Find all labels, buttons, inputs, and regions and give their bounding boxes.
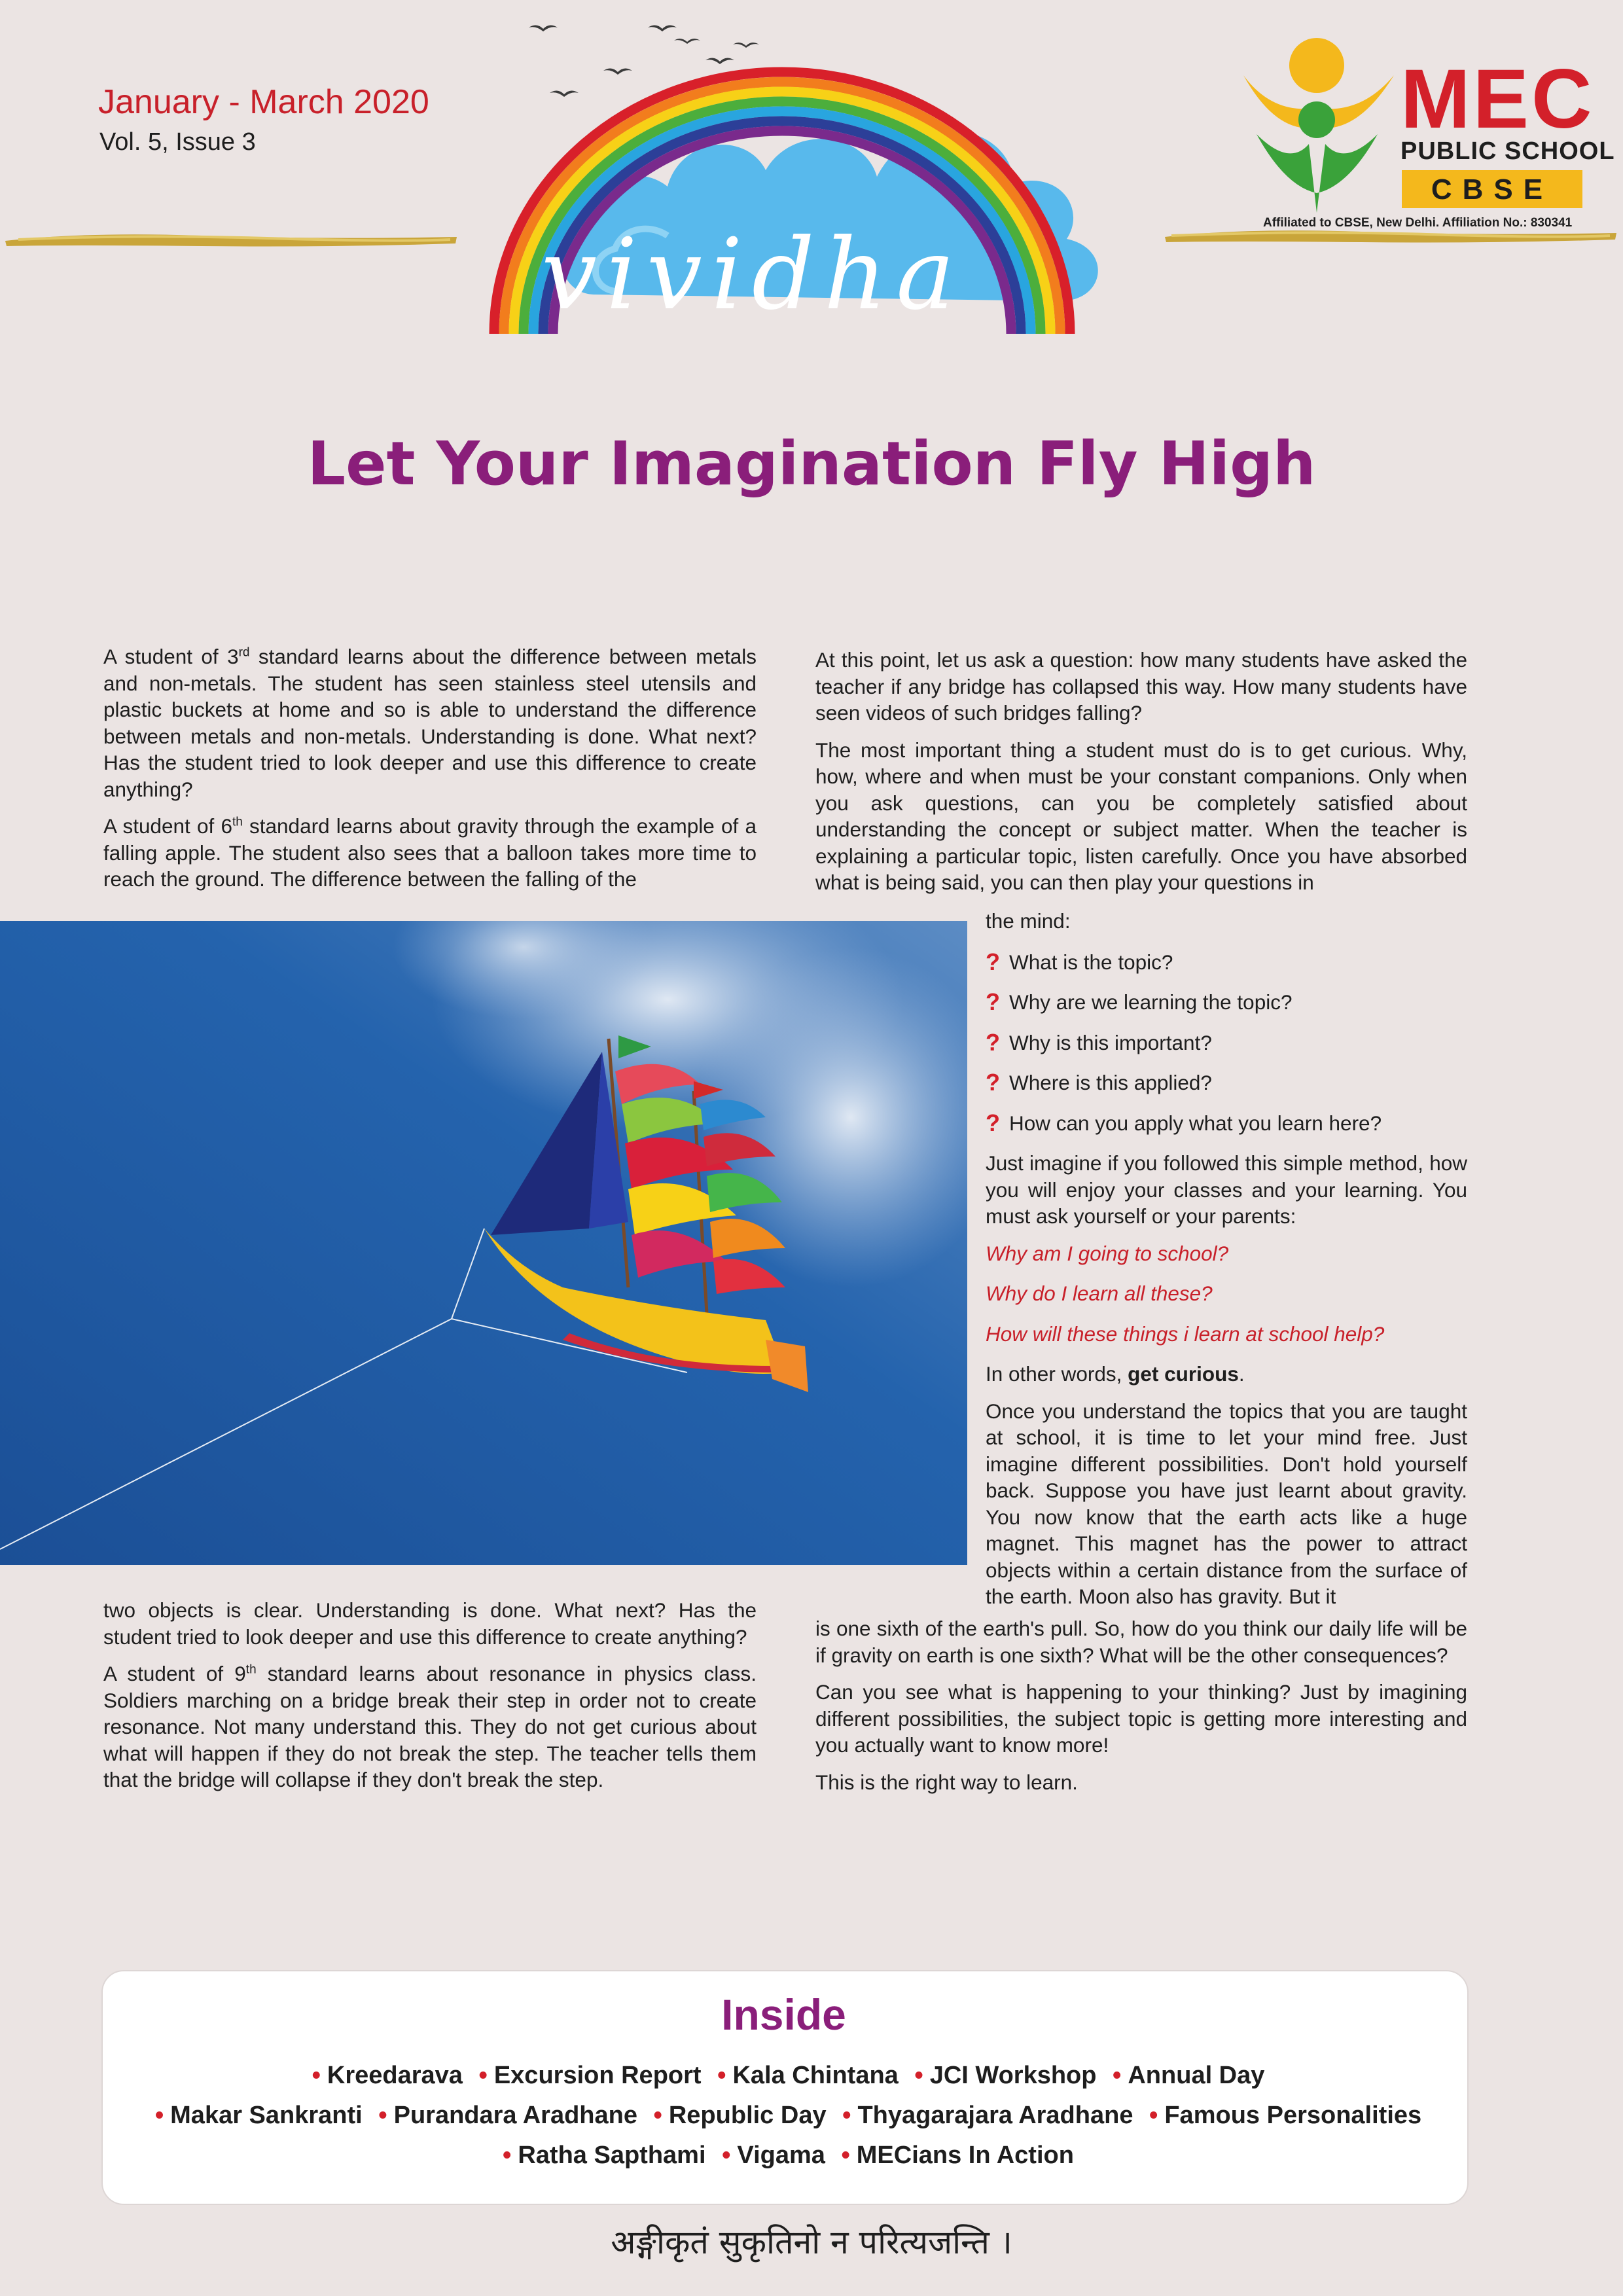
reflection-question: Why am I going to school? <box>986 1241 1229 1265</box>
article-right-column-middle <box>986 908 1467 1610</box>
paragraph-in-other-words: In other words, get curious. <box>986 1362 1245 1386</box>
question-mark-icon: ? <box>986 1069 1000 1096</box>
paragraph-right-way: This is the right way to learn. <box>815 1770 1078 1794</box>
contents-item[interactable]: Thyagarajara Aradhane <box>857 2102 1133 2129</box>
paragraph-grade3: A student of 3rd standard learns about the difference between metals and non-metals. The student has seen stainless steel utensils and plastic buckets at home and so is able to understand the difference between metals and non-metals. Understanding is done. What next? Has the student tried to look deeper and use this difference to create anything? <box>103 645 757 801</box>
contents-item[interactable]: Famous Personalities <box>1164 2102 1422 2129</box>
article-left-column-bottom <box>103 1597 757 1804</box>
question-mark-icon: ? <box>986 1028 1000 1056</box>
inside-title: Inside <box>721 1990 846 2039</box>
contents-item[interactable]: Makar Sankranti <box>170 2102 363 2129</box>
paragraph-imagine: Once you understand the topics that you are taught at school, it is time to let your mind free. Just imagine different possibilities. Don't hold yourself back. Suppose you have just learnt about gravity. You now know that the earth acts like a huge magnet. This magnet has the power to attract objects within a certain distance from the surface of the earth. Moon also has gravity. But it <box>986 1399 1467 1608</box>
paragraph-thinking: Can you see what is happening to your thinking? Just by imagining different possibilities, the subject topic is getting more interesting and you actually want to know more! <box>815 1680 1467 1757</box>
article-left-column-top <box>103 643 757 903</box>
article-right-column-top <box>815 647 1467 906</box>
issue-date: January - March 2020 <box>98 83 429 121</box>
list-item: ? Why are we learning the topic? <box>986 988 1293 1015</box>
reflection-question: Why do I learn all these? <box>986 1282 1213 1305</box>
paragraph-grade9: A student of 9th standard learns about resonance in physics class. Soldiers marching on a bridge break their step in order not to create resonance. Not many understand this. They do not get curious about what will happen if they do not break the step. The teacher tells them that the bridge will collapse if they don't break the step. <box>103 1662 757 1791</box>
question-list <box>986 949 1467 1137</box>
inside-row: • Kreedarava • Excursion Report • Kala Chintana • JCI Workshop • Annual Day <box>312 2062 1265 2089</box>
paragraph-imagine-continued: is one sixth of the earth's pull. So, how do you think our daily life will be if gravity on earth is one sixth? What will be the other consequences? <box>815 1617 1467 1667</box>
logo-subtitle: PUBLIC SCHOOL <box>1400 137 1615 165</box>
inside-row: • Ratha Sapthami • Vigama • MECians In Action <box>503 2142 1074 2169</box>
paragraph-simple-method: Just imagine if you followed this simple method, how you will enjoy your classes and your learning. You must ask yourself or your parents: <box>986 1151 1467 1228</box>
contents-item[interactable]: Kala Chintana <box>732 2062 899 2089</box>
logo-affiliation: Affiliated to CBSE, New Delhi. Affiliation No.: 830341 <box>1263 216 1573 230</box>
school-logo-icon <box>1230 36 1400 213</box>
list-item: ? Where is this applied? <box>986 1069 1212 1096</box>
gold-brush-stroke-left <box>5 228 457 251</box>
contents-item[interactable]: Republic Day <box>668 2102 827 2129</box>
question-mark-icon: ? <box>986 988 1000 1015</box>
paragraph-grade6: A student of 6th standard learns about gravity through the example of a falling apple. The student also sees that a balloon takes more time to reach the ground. The difference between the falling of the <box>103 814 757 891</box>
paragraph-get-curious: The most important thing a student must do is to get curious. Why, how, where and when must be your constant companions. Only when you ask questions, can you be completely satisfied about understanding the concept or subject matter. When the teacher is explaining a particular topic, listen carefully. Once you have absorbed what is being said, you can then play your questions in <box>815 738 1467 894</box>
inside-row: • Makar Sankranti • Purandara Aradhane • Republic Day • Thyagarajara Aradhane • Famous Personalities <box>154 2102 1422 2129</box>
issue-volume: Vol. 5, Issue 3 <box>99 128 256 156</box>
paragraph-grade6-continued: two objects is clear. Understanding is done. What next? Has the student tried to look deeper and use this difference to create anything? <box>103 1598 757 1649</box>
paragraph-get-curious-end: the mind: <box>986 909 1071 933</box>
paragraph-bridge-question: At this point, let us ask a question: how many students have asked the teacher if any bridge has collapsed this way. How many students have seen videos of such bridges falling? <box>815 648 1467 725</box>
contents-item[interactable]: Excursion Report <box>493 2062 702 2089</box>
kite-ship-photo <box>0 921 967 1565</box>
question-mark-icon: ? <box>986 948 1000 975</box>
logo-name: MEC <box>1400 52 1595 146</box>
reflection-question: How will these things i learn at school help? <box>986 1321 1385 1346</box>
contents-item[interactable]: Annual Day <box>1128 2062 1265 2089</box>
masthead-title: vividha <box>541 218 964 332</box>
article-headline: Let Your Imagination Fly High <box>307 429 1316 499</box>
list-item: ? How can you apply what you learn here? <box>986 1109 1382 1136</box>
list-item: ? Why is this important? <box>986 1028 1212 1056</box>
contents-item[interactable]: Purandara Aradhane <box>393 2102 637 2129</box>
contents-item[interactable]: Vigama <box>737 2142 825 2169</box>
sanskrit-motto: अङ्गीकृतं सुकृतिनो न परित्यजन्ति । <box>611 2223 1012 2261</box>
contents-item[interactable]: JCI Workshop <box>929 2062 1097 2089</box>
article-right-column-bottom <box>815 1615 1467 1806</box>
list-item: ? What is the topic? <box>986 948 1173 975</box>
logo-board: CBSE <box>1431 173 1554 206</box>
contents-item[interactable]: MECians In Action <box>856 2142 1074 2169</box>
contents-item[interactable]: Kreedarava <box>327 2062 463 2089</box>
question-mark-icon: ? <box>986 1109 1000 1136</box>
contents-item[interactable]: Ratha Sapthami <box>518 2142 706 2169</box>
